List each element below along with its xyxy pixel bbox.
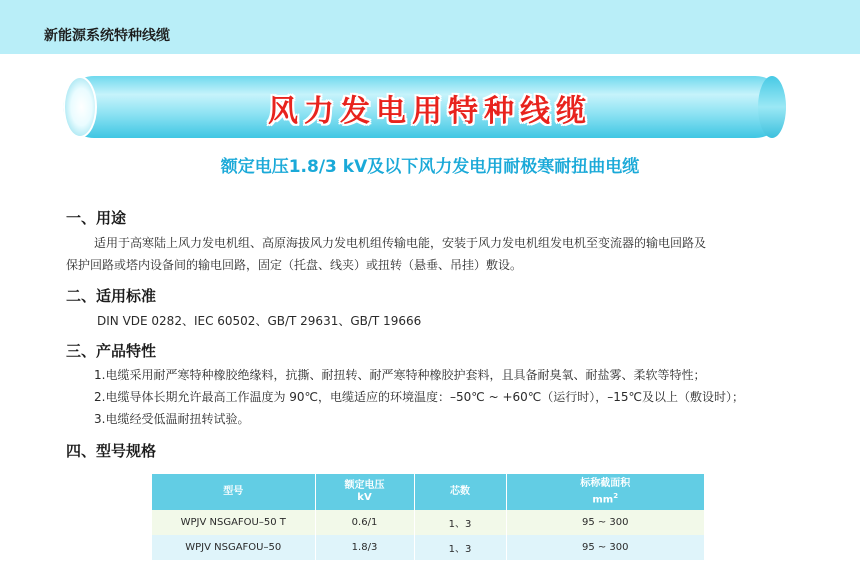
table-row: [152, 535, 704, 560]
banner-title: 风力发电用特种线缆: [268, 94, 592, 129]
cell-model: WPJV NSGAFOU–50 T: [152, 510, 315, 535]
col-header-section-label: 标称截面积: [580, 477, 631, 489]
standards-text: DIN VDE 0282、IEC 60502、GB/T 29631、GB/T 19666: [97, 314, 422, 328]
cell-voltage: 0.6/1: [315, 510, 414, 535]
cell-cores: 1、3: [414, 535, 506, 560]
feature-item-2: 2.电缆导体长期允许最高工作温度为 90℃，电缆适应的环境温度：–50℃ ~ +60℃（运行时），–15℃及以上（敷设时）；: [94, 390, 744, 404]
table-row: [152, 510, 704, 535]
cell-section: 95 ~ 300: [506, 535, 704, 560]
spec-table: [152, 474, 704, 560]
top-header-bar: [0, 0, 860, 54]
product-subtitle: 额定电压1.8/3 kV及以下风力发电用耐极寒耐扭曲电缆: [220, 157, 640, 177]
cell-voltage: 1.8/3: [315, 535, 414, 560]
col-header-section-sup: 2: [613, 491, 619, 500]
col-header-voltage-label: 额定电压: [344, 480, 385, 491]
cell-cores: 1、3: [414, 510, 506, 535]
section-heading-models: 四、型号规格: [66, 442, 157, 460]
feature-item-3: 3.电缆经受低温耐扭转试验。: [94, 412, 250, 426]
col-header-section: [506, 474, 704, 510]
usage-line-1: 适用于高寒陆上风力发电机组、高原海拔风力发电机组传输电能，安装于风力发电机组发电机至变流器的输电回路及: [94, 236, 707, 250]
cell-model: WPJV NSGAFOU–50: [152, 535, 315, 560]
col-header-section-unit: mm: [592, 494, 614, 506]
col-header-voltage-unit: kV: [357, 492, 372, 503]
col-header-voltage: [315, 474, 414, 510]
category-label: 新能源系统特种线缆: [44, 28, 170, 44]
cell-section: 95 ~ 300: [506, 510, 704, 535]
col-header-cores: 芯数: [414, 474, 506, 510]
col-header-model: 型号: [152, 474, 315, 510]
usage-line-2: 保护回路或塔内设备间的输电回路，固定（托盘、线夹）或扭转（悬垂、吊挂）敷设。: [66, 258, 523, 272]
section-heading-usage: 一、用途: [66, 209, 127, 227]
feature-item-1: 1.电缆采用耐严寒特种橡胶绝缘料，抗撕、耐扭转、耐严寒特种橡胶护套料，且具备耐臭氧、耐盐雾、柔软等特性；: [94, 368, 706, 382]
table-header-row: [152, 474, 704, 510]
section-heading-standards: 二、适用标准: [66, 287, 157, 305]
section-heading-features: 三、产品特性: [66, 342, 157, 360]
